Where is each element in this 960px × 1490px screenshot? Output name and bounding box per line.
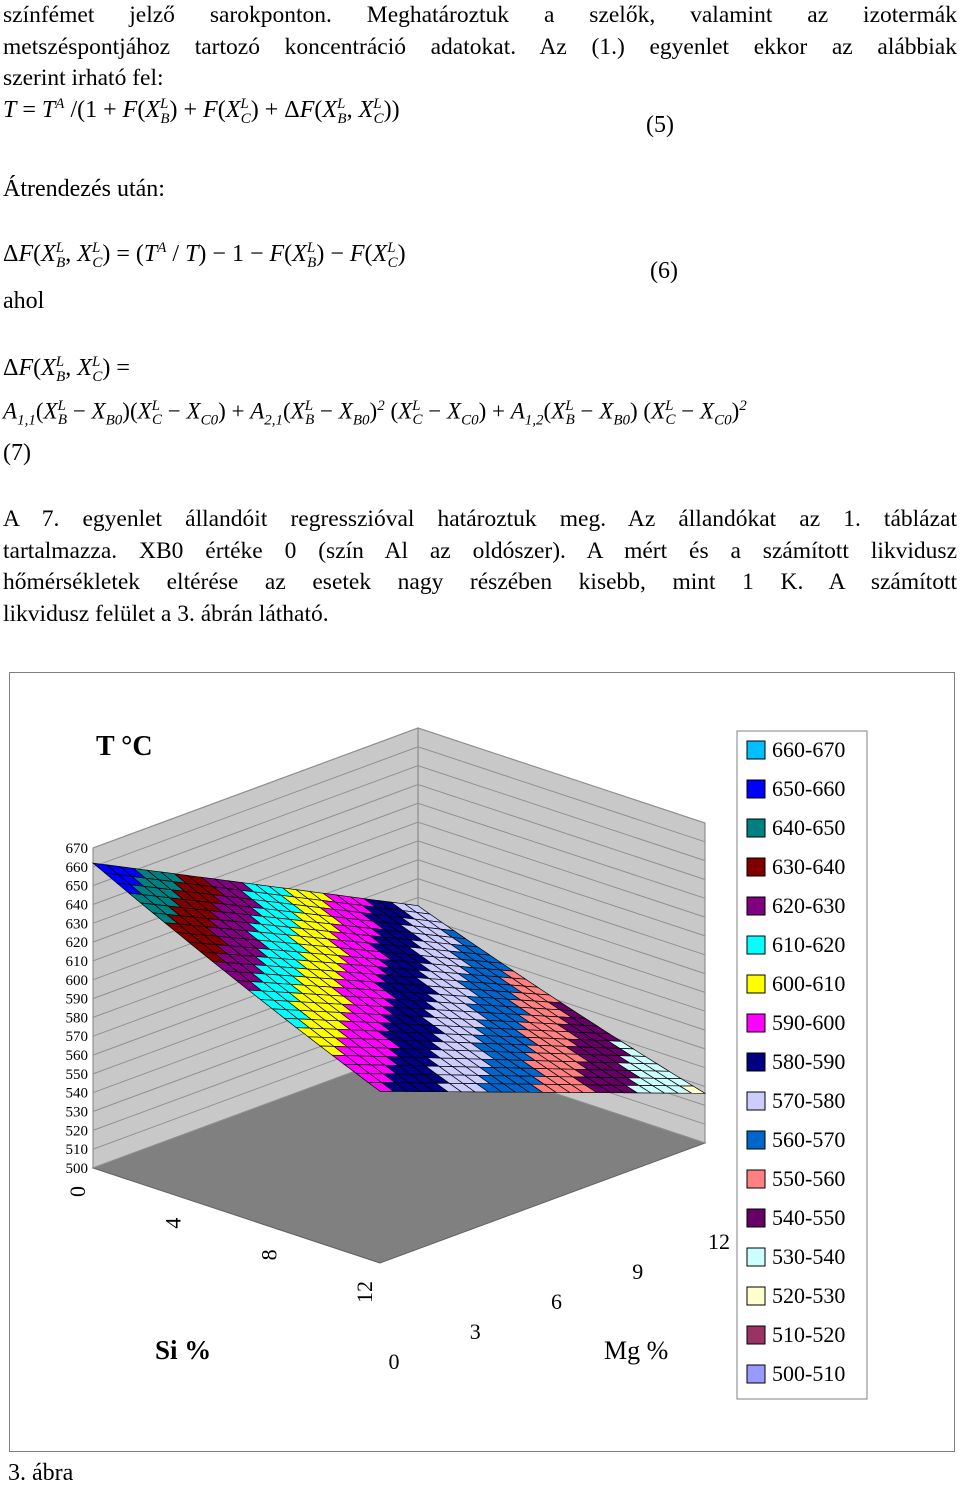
z-tick-label: 660	[65, 859, 88, 876]
legend-label: 570-580	[772, 1088, 846, 1113]
legend-swatch	[747, 819, 765, 837]
mg-tick-label: 3	[469, 1319, 481, 1344]
z-tick-label: 670	[65, 841, 88, 857]
z-tick-label: 550	[65, 1066, 88, 1083]
z-tick-label: 540	[65, 1085, 88, 1102]
intro-line: szerint irható fel:	[3, 65, 164, 91]
legend-swatch	[747, 975, 765, 993]
legend-swatch	[747, 1209, 765, 1227]
outro-line: tartalmazza. XB0 értéke 0 (szín Al az oldószer). A mért és a számított likvidusz	[3, 537, 957, 564]
mg-axis-ticks	[389, 1229, 731, 1374]
legend-swatch	[747, 780, 765, 798]
chart-legend	[737, 731, 867, 1399]
equation-5-number: (5)	[646, 112, 674, 138]
figure-caption: 3. ábra	[8, 1460, 74, 1486]
z-tick-label: 560	[65, 1048, 88, 1065]
equation-7-number: (7)	[3, 440, 31, 466]
z-tick-label: 520	[65, 1123, 88, 1140]
legend-label: 600-610	[772, 971, 846, 996]
legend-label: 610-620	[772, 932, 846, 957]
legend-swatch	[747, 1365, 765, 1383]
legend-swatch	[747, 897, 765, 915]
intro-line: metszéspontjához tartozó koncentráció adatokat. Az (1.) egyenlet ekkor az alábbiak	[3, 33, 957, 60]
equation-6-number: (6)	[650, 258, 678, 284]
outro-line: hőmérsékletek eltérése az esetek nagy részében kisebb, mint 1 K. A számított	[3, 569, 957, 595]
chart-title: T °C	[96, 731, 153, 762]
legend-swatch	[747, 936, 765, 954]
legend-label: 590-600	[772, 1010, 846, 1035]
z-tick-label: 570	[65, 1029, 88, 1046]
z-tick-label: 650	[65, 878, 88, 895]
legend-label: 630-640	[772, 854, 846, 879]
z-tick-label: 610	[65, 953, 88, 970]
legend-swatch	[747, 1092, 765, 1110]
z-tick-label: 510	[65, 1142, 88, 1159]
legend-swatch	[747, 1326, 765, 1344]
legend-label: 500-510	[772, 1361, 846, 1386]
rearranged-label: Átrendezés után:	[3, 176, 165, 202]
si-axis-label: Si %	[155, 1335, 212, 1365]
si-tick-label: 0	[65, 1186, 90, 1197]
legend-label: 520-530	[772, 1283, 846, 1308]
z-tick-label: 630	[65, 916, 88, 933]
z-tick-label: 600	[65, 972, 88, 989]
legend-label: 620-630	[772, 893, 846, 918]
z-axis-ticks	[66, 841, 89, 1177]
legend-label: 560-570	[772, 1127, 846, 1152]
z-tick-label: 530	[65, 1104, 88, 1121]
legend-swatch	[747, 858, 765, 876]
equation-6: $\Delta F(X^L_B$, $X^L_C) = (T^A / T) - 1 - F(X^L_B) - F(X^L_C)$	[3, 240, 406, 271]
legend-swatch	[747, 1053, 765, 1071]
z-tick-label: 640	[65, 897, 88, 914]
legend-label: 530-540	[772, 1244, 846, 1269]
legend-label: 660-670	[772, 737, 846, 762]
legend-label: 550-560	[772, 1166, 846, 1191]
legend-label: 540-550	[772, 1205, 846, 1230]
ahol-label: ahol	[3, 288, 45, 314]
mg-tick-label: 9	[632, 1259, 644, 1284]
si-tick-label: 8	[256, 1249, 282, 1261]
legend-swatch	[747, 741, 765, 759]
equation-7-lhs: $\Delta F(X^L_B$, $X^L_C$) =	[3, 354, 130, 385]
equation-5: $T = T^A$ $/(1 + F(X^L_B) + F(X^L_C) + \Delta F(X^L_B$, $X^L_C$))	[3, 96, 400, 127]
intro-paragraph	[3, 0, 957, 95]
legend-swatch	[747, 1014, 765, 1032]
si-tick-label: 12	[352, 1281, 377, 1303]
legend-swatch	[747, 1287, 765, 1305]
legend-swatch	[747, 1248, 765, 1266]
legend-label: 580-590	[772, 1049, 846, 1074]
surface-chart	[10, 673, 954, 1451]
chart-frame	[9, 672, 955, 1452]
z-tick-label: 620	[65, 935, 88, 952]
mg-tick-label: 12	[708, 1229, 730, 1254]
z-tick-label: 500	[65, 1161, 88, 1177]
outro-paragraph	[3, 504, 957, 630]
outro-line: A 7. egyenlet állandóit regresszióval határoztuk meg. Az állandókat az 1. táblázat	[3, 506, 957, 532]
z-tick-label: 590	[65, 991, 88, 1008]
intro-line: színfémet jelző sarokponton. Meghatároztuk a szelők, valamint az izotermák	[3, 2, 957, 28]
outro-line: likvidusz felület a 3. ábrán látható.	[3, 600, 329, 627]
mg-tick-label: 0	[388, 1349, 400, 1374]
legend-label: 510-520	[772, 1322, 846, 1347]
legend-swatch	[747, 1131, 765, 1149]
mg-axis-label: Mg %	[604, 1336, 669, 1365]
legend-label: 640-650	[772, 815, 846, 840]
mg-tick-label: 6	[551, 1289, 562, 1314]
legend-label: 650-660	[772, 776, 846, 801]
z-tick-label: 580	[65, 1010, 88, 1027]
legend-swatch	[747, 1170, 765, 1188]
si-tick-label: 4	[160, 1217, 186, 1229]
equation-7-rhs: $A_{1,1}(X^L_B - X_{B0})(X^L_C - X_{C0}) + A_{2,1}(X^L_B - X_{B0})^2$ $(X^L_C - X_{C0}) + A_{1,2}(X^L_B - X_{B0}) (X^L_C - X_{C0})^2$	[3, 398, 747, 429]
